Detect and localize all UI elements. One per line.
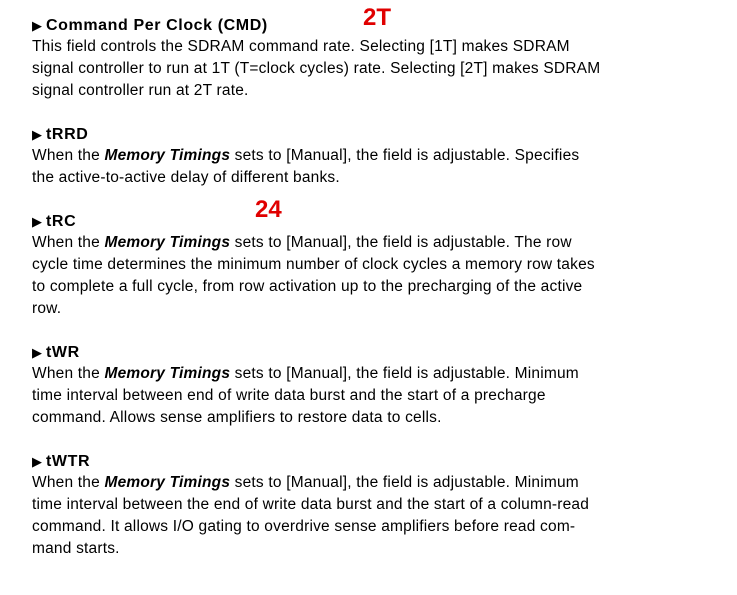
document-page	[32, 4, 702, 560]
section-twr	[32, 343, 702, 429]
text-line: command. It allows I/O gating to overdrive sense amplifiers before read com-	[32, 518, 576, 535]
triangle-bullet-icon: ▶	[32, 454, 42, 469]
heading-text: tWTR	[46, 453, 91, 470]
text-line: time interval between end of write data burst and the start of a precharge	[32, 387, 546, 404]
section-description	[32, 36, 702, 102]
text-rest: sets to [Manual], the field is adjustable. Minimum	[230, 365, 579, 382]
text-rest: sets to [Manual], the field is adjustable. Minimum	[230, 474, 579, 491]
triangle-bullet-icon: ▶	[32, 345, 42, 360]
section-command-per-clock	[32, 4, 702, 102]
text-prefix: When the	[32, 365, 105, 382]
text-line	[32, 145, 702, 167]
emphasis-text: Memory Timings	[104, 365, 231, 382]
text-line: the active-to-active delay of different banks.	[32, 169, 340, 186]
section-heading	[32, 125, 702, 145]
text-rest: sets to [Manual], the field is adjustable. Specifies	[230, 147, 580, 164]
triangle-bullet-icon: ▶	[32, 214, 42, 229]
section-description	[32, 145, 702, 189]
text-prefix: When the	[32, 147, 105, 164]
heading-text: tRRD	[46, 126, 89, 143]
section-heading	[32, 4, 702, 36]
section-trc	[32, 196, 702, 320]
section-trrd	[32, 125, 702, 189]
section-description	[32, 232, 702, 320]
text-line: to complete a full cycle, from row activation up to the precharging of the active	[32, 278, 583, 295]
heading-text: tRC	[46, 213, 77, 230]
emphasis-text: Memory Timings	[104, 474, 231, 491]
text-prefix: When the	[32, 234, 105, 251]
text-line: signal controller run at 2T rate.	[32, 82, 249, 99]
text-prefix: When the	[32, 474, 105, 491]
text-line: mand starts.	[32, 540, 120, 557]
red-annotation: 24	[255, 196, 282, 223]
triangle-bullet-icon: ▶	[32, 127, 42, 142]
text-rest: sets to [Manual], the field is adjustable. The row	[230, 234, 572, 251]
emphasis-text: Memory Timings	[104, 234, 231, 251]
text-line	[32, 472, 702, 494]
section-heading	[32, 196, 702, 232]
section-twtr	[32, 452, 702, 560]
section-description	[32, 472, 702, 560]
red-annotation: 2T	[363, 4, 392, 31]
section-description	[32, 363, 702, 429]
text-line: time interval between the end of write data burst and the start of a column-read	[32, 496, 590, 513]
section-heading	[32, 452, 702, 472]
emphasis-text: Memory Timings	[104, 147, 231, 164]
text-line: signal controller to run at 1T (T=clock cycles) rate. Selecting [2T] makes SDRAM	[32, 60, 601, 77]
text-line	[32, 363, 702, 385]
text-line: row.	[32, 300, 62, 317]
heading-text: Command Per Clock (CMD)	[46, 17, 268, 34]
text-line: This field controls the SDRAM command rate. Selecting [1T] makes SDRAM	[32, 38, 570, 55]
text-line: command. Allows sense amplifiers to restore data to cells.	[32, 409, 442, 426]
section-heading	[32, 343, 702, 363]
text-line: cycle time determines the minimum number of clock cycles a memory row takes	[32, 256, 595, 273]
triangle-bullet-icon: ▶	[32, 18, 42, 33]
text-line	[32, 232, 702, 254]
heading-text: tWR	[46, 344, 80, 361]
